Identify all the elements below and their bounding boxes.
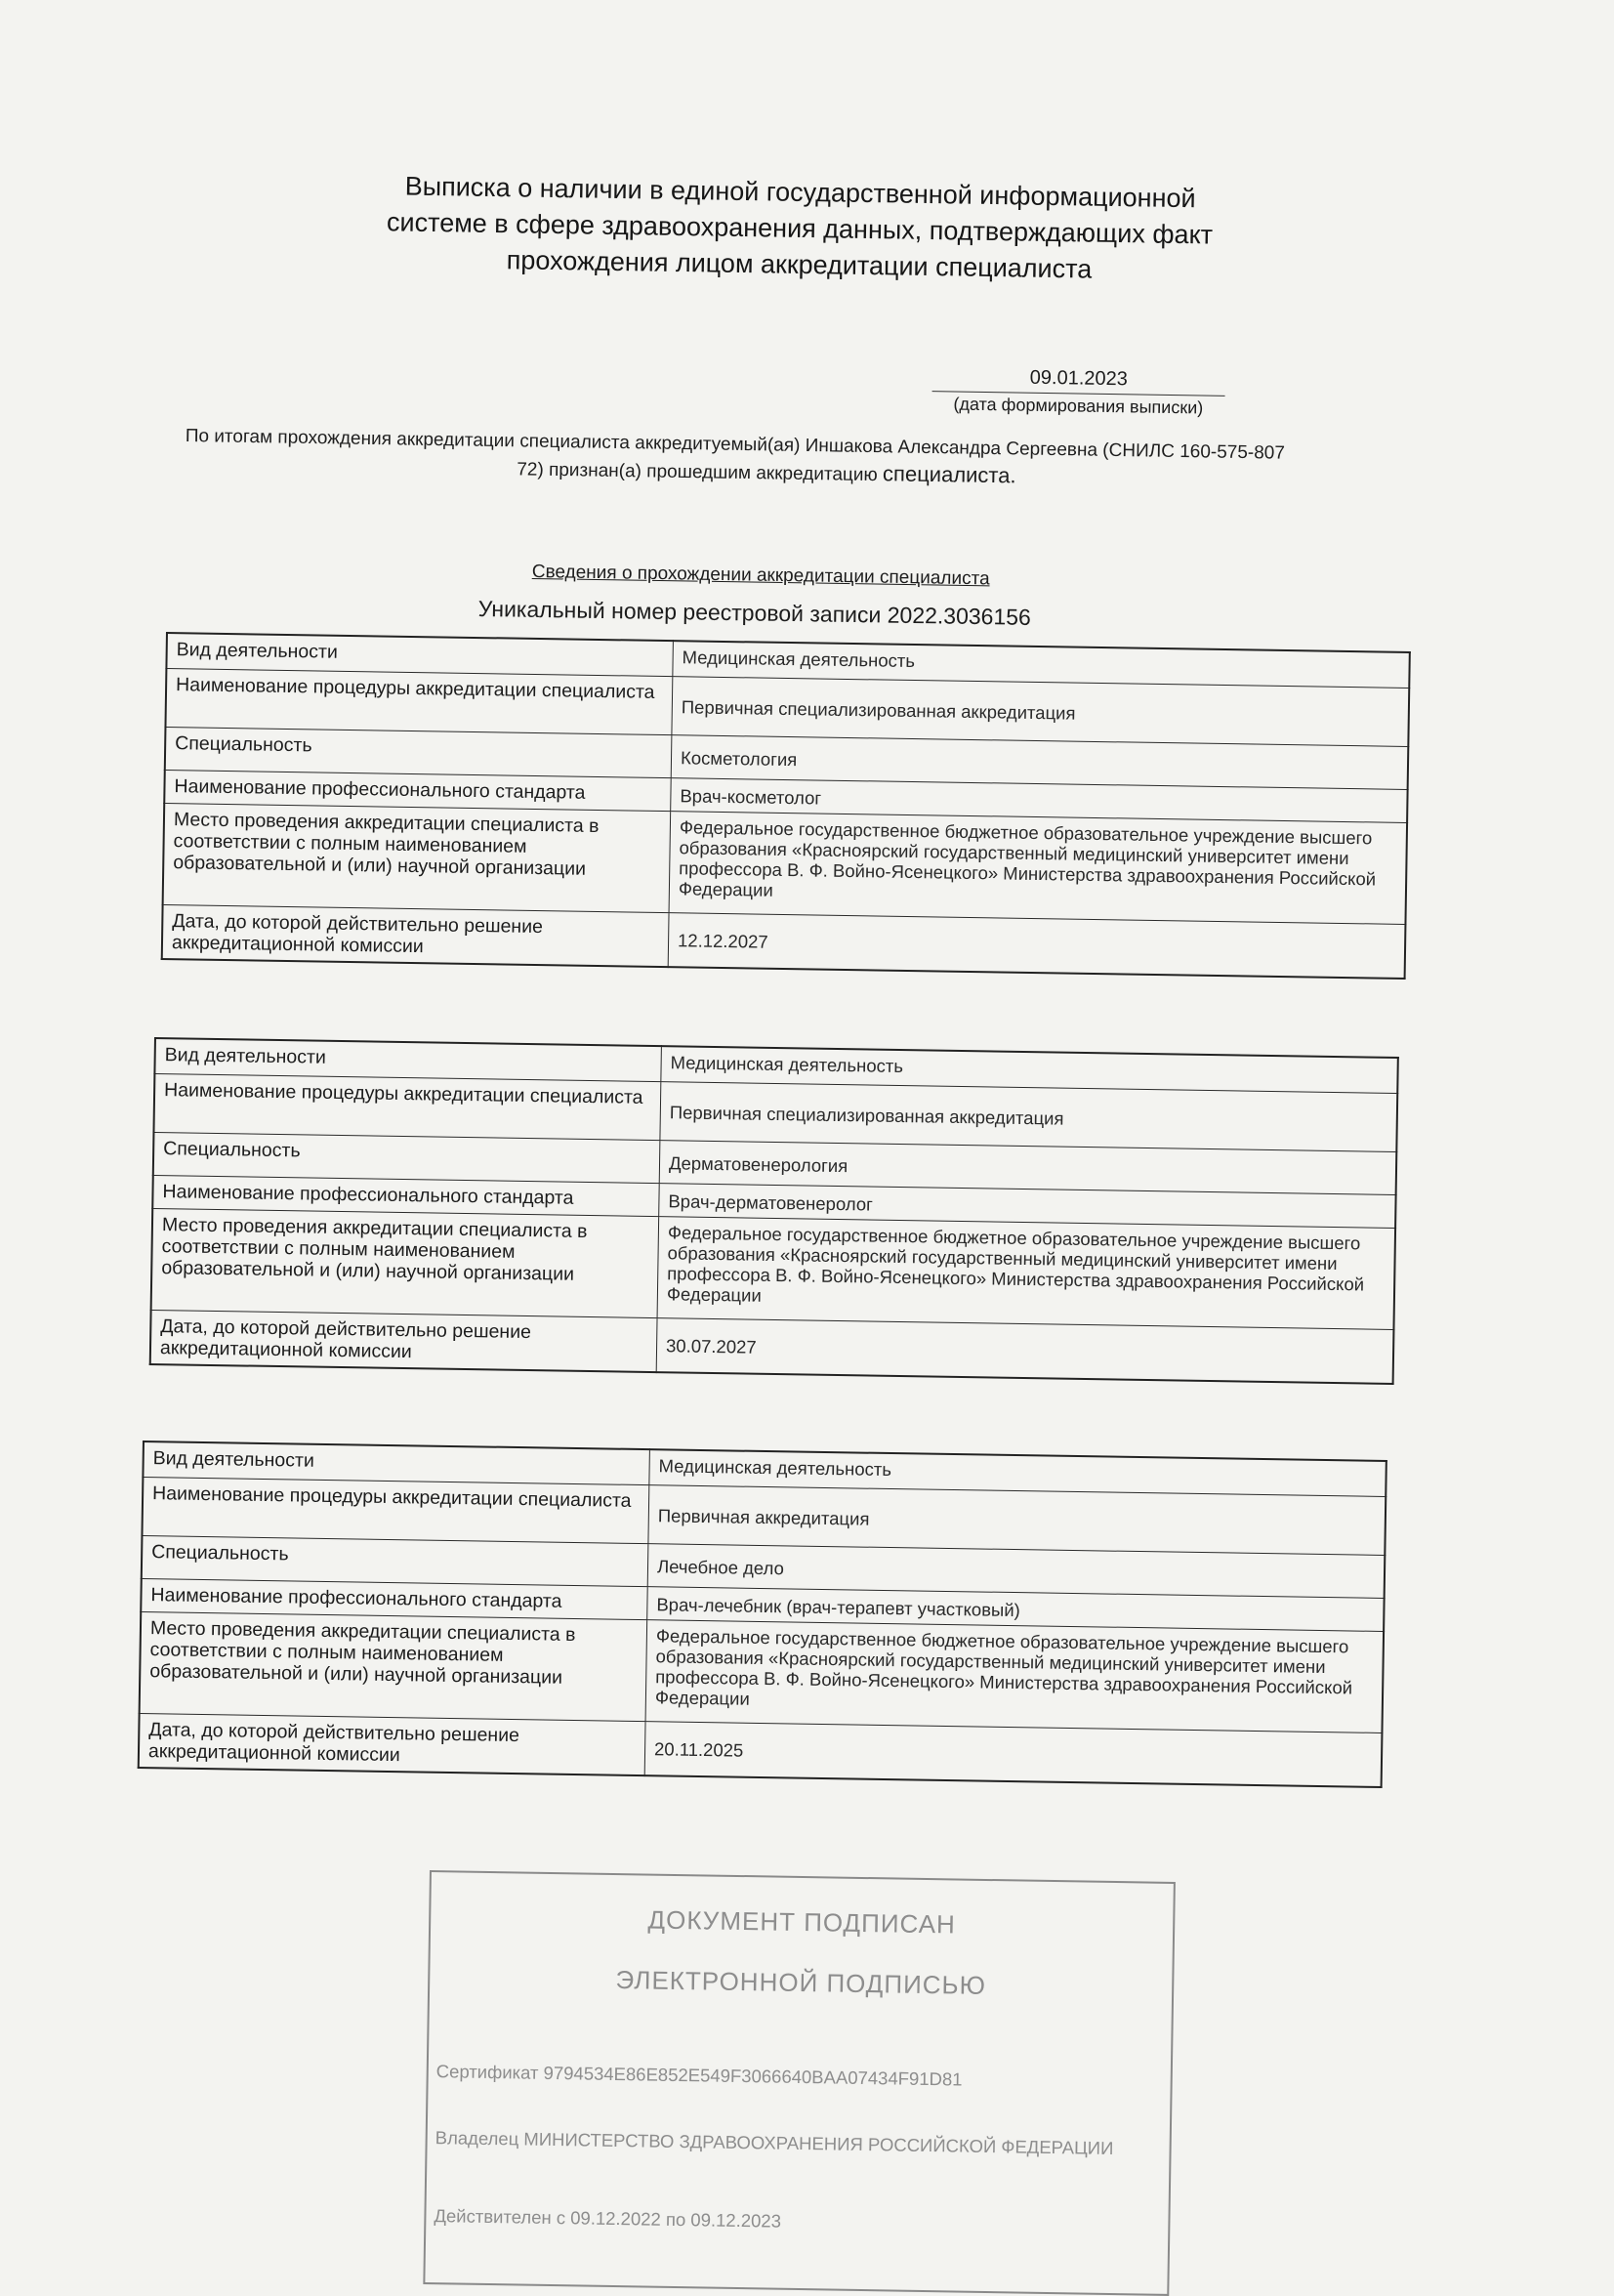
record-value-activity: Медицинская деятельность [649,1449,1386,1496]
record-label: Специальность [165,727,672,777]
record-label: Специальность [153,1132,660,1183]
record-label: Специальность [142,1535,648,1586]
record-label: Наименование профессионального стандарта [152,1175,659,1216]
record-value-specialty: Косметология [671,734,1408,789]
stamp-certificate: Сертификат 9794534E86E852E549F3066640BAA07434F91D81 [435,2061,963,2090]
record-value-specialty: Лечебное дело [647,1543,1385,1598]
intro-paragraph [185,423,1416,497]
intro-line-2-start: 72) признан(а) прошедшим аккредитацию [517,459,884,486]
registry-number: Уникальный номер реестровой записи 2022.3036156 [477,596,1032,630]
record-label: Место проведения аккредитации специалиста в соответствии с полным наименованием образовательной и (или) научной организации [163,803,671,912]
record-label: Дата, до которой действительно решение аккредитационной комиссии [150,1310,657,1372]
record-value-standard: Врач-косметолог [671,777,1408,822]
record-value-procedure: Первичная аккредитация [648,1484,1386,1555]
record-value-place: Федеральное государственное бюджетное образовательное учреждение высшего образования «Красноярский государственный медицинский университет имени профессора В. Ф. Войно-Ясенецкого» Министерства здравоохранения Российской Федерации [669,811,1407,924]
accreditation-record-2 [149,1037,1399,1385]
record-value-place: Федеральное государственное бюджетное образовательное учреждение высшего образования «Красноярский государственный медицинский университет имени профессора В. Ф. Войно-Ясенецкого» Министерства здравоохранения Российской Федерации [657,1216,1395,1329]
record-label: Место проведения аккредитации специалиста в соответствии с полным наименованием образовательной и (или) научной организации [140,1611,647,1721]
record-value-standard: Врач-дерматовенеролог [659,1183,1396,1228]
record-value-valid-until: 20.11.2025 [644,1721,1382,1787]
record-label: Дата, до которой действительно решение аккредитационной комиссии [162,904,669,967]
section-heading: Сведения о прохождении аккредитации специалиста [531,562,990,590]
record-label: Дата, до которой действительно решение аккредитационной комиссии [139,1713,645,1775]
record-label: Вид деятельности [154,1038,661,1081]
electronic-signature-stamp [423,1870,1176,2296]
accreditation-record-3 [138,1440,1387,1788]
issue-date-block [922,365,1235,419]
record-label: Наименование процедуры аккредитации специалиста [153,1073,660,1140]
record-value-activity: Медицинская деятельность [661,1046,1398,1093]
record-row-place [151,1208,1395,1329]
stamp-owner: Владелец МИНИСТЕРСТВО ЗДРАВООХРАНЕНИЯ РОССИЙСКОЙ ФЕДЕРАЦИИ [435,2127,1114,2159]
record-label: Вид деятельности [166,633,673,676]
record-value-place: Федеральное государственное бюджетное образовательное учреждение высшего образования «Красноярский государственный медицинский университет имени профессора В. Ф. Войно-Ясенецкого» Министерства здравоохранения Российской Федерации [645,1619,1384,1732]
title-line-1: Выписка о наличии в единой государственной информационной [404,171,1196,214]
issue-date: 09.01.2023 [932,365,1225,397]
record-value-valid-until: 30.07.2027 [656,1317,1393,1384]
accreditation-record-1 [161,632,1411,980]
record-value-procedure: Первичная специализированная аккредитация [660,1081,1397,1151]
document-title [369,168,1230,290]
title-line-2: системе в сфере здравоохранения данных, подтверждающих факт [386,207,1214,250]
stamp-validity: Действителен с 09.12.2022 по 09.12.2023 [434,2205,782,2232]
intro-line-1: По итогам прохождения аккредитации специалиста аккредитуемый(ая) Иншакова Александра Сергеевна (СНИЛС 160-575-807 [185,425,1286,464]
record-row-place [140,1611,1384,1732]
record-value-standard: Врач-лечебник (врач-терапевт участковый) [647,1586,1385,1631]
record-value-procedure: Первичная специализированная аккредитация [672,676,1409,746]
stamp-title-1: ДОКУМЕНТ ПОДПИСАН [647,1904,957,1940]
record-label: Место проведения аккредитации специалиста в соответствии с полным наименованием образовательной и (или) научной организации [151,1208,659,1317]
record-row-place [163,803,1407,924]
record-label: Наименование процедуры аккредитации специалиста [165,668,672,734]
issue-date-caption: (дата формирования выписки) [953,394,1204,418]
title-line-3: прохождения лицом аккредитации специалиста [506,245,1093,284]
record-label: Наименование процедуры аккредитации специалиста [142,1477,648,1543]
stamp-title-2: ЭЛЕКТРОННОЙ ПОДПИСЬЮ [615,1965,987,2000]
intro-line-2-end: специалиста. [882,461,1016,488]
record-label: Наименование профессионального стандарта [164,770,671,811]
record-label: Вид деятельности [143,1441,649,1484]
record-value-specialty: Дерматовенерология [659,1140,1396,1194]
record-label: Наименование профессионального стандарта [141,1578,647,1619]
record-value-activity: Медицинская деятельность [673,641,1410,688]
record-value-valid-until: 12.12.2027 [668,912,1405,979]
